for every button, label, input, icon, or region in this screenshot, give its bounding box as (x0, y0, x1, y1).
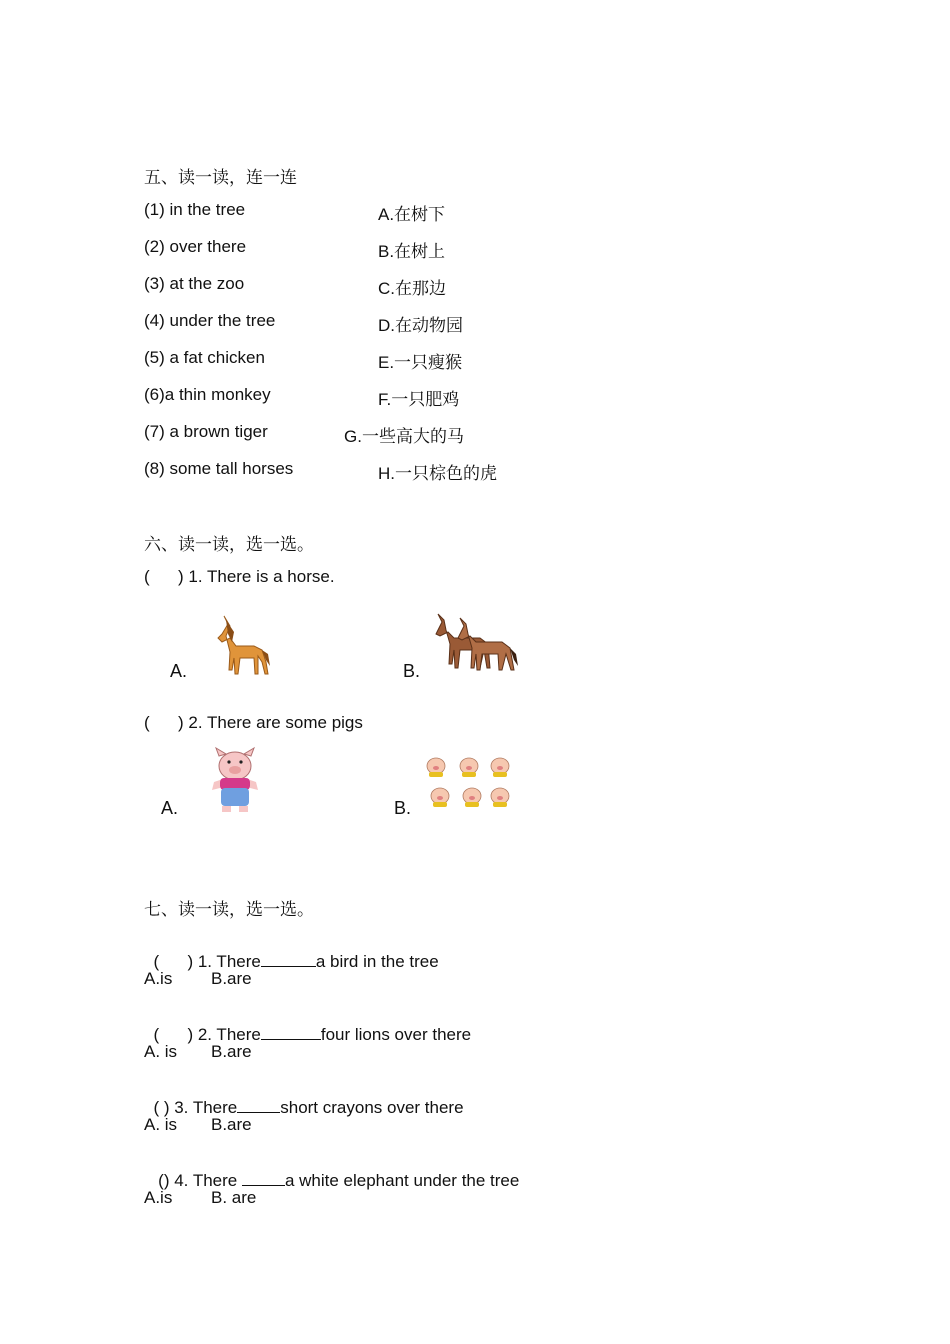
match-left-4: (4) under the tree (144, 311, 276, 330)
match-left-8: (8) some tall horses (144, 459, 294, 478)
horses-image (432, 610, 520, 674)
answer-blank[interactable] (261, 1025, 321, 1040)
question-7-1-end: a bird in the tree (315, 952, 439, 971)
question-7-2-start: ( ) 2. There (153, 1025, 261, 1044)
option-7-2-a: A. is (144, 1042, 178, 1061)
section-7-heading: 七、读一读，选一选。 (144, 900, 314, 920)
question-7-3 (144, 1078, 464, 1118)
match-left-1: (1) in the tree (144, 200, 246, 219)
option-7-3-a: A. is (144, 1115, 178, 1134)
option-7-1-a: A.is (144, 969, 173, 988)
match-right-d: D.在动物园 (378, 316, 463, 335)
match-left-2: (2) over there (144, 237, 247, 256)
match-right-e: E.一只瘦猴 (378, 353, 463, 372)
option-b-label: B. (403, 661, 421, 681)
option-7-4-b: B. are (211, 1188, 257, 1207)
question-7-2-end: four lions over there (320, 1025, 472, 1044)
option-a-label: A. (161, 798, 179, 818)
section-5-heading: 五、读一读，连一连 (144, 168, 297, 188)
match-right-h: H.一只棕色的虎 (378, 464, 497, 483)
match-right-g: G.一些高大的马 (344, 427, 464, 446)
answer-blank[interactable] (237, 1098, 280, 1113)
match-right-f: F.一只肥鸡 (378, 390, 460, 409)
match-right-a: A.在树下 (378, 205, 446, 224)
question-7-1-start: ( ) 1. There (153, 952, 261, 971)
question-7-2 (144, 1005, 471, 1045)
match-left-5: (5) a fat chicken (144, 348, 265, 367)
pigs-image (420, 752, 516, 812)
match-left-3: (3) at the zoo (144, 274, 245, 293)
question-7-4 (144, 1151, 519, 1191)
option-7-1-b: B.are (211, 969, 252, 988)
option-7-3-b: B.are (211, 1115, 252, 1134)
question-7-3-start: ( ) 3. There (153, 1098, 238, 1117)
answer-blank[interactable] (242, 1171, 285, 1186)
match-left-7: (7) a brown tiger (144, 422, 268, 441)
question-7-1 (144, 932, 439, 972)
question-7-4-end: a white elephant under the tree (284, 1171, 520, 1190)
question-7-4-start: () 4. There (153, 1171, 242, 1190)
option-b-label: B. (394, 798, 412, 818)
option-7-4-a: A.is (144, 1188, 173, 1207)
option-7-2-b: B.are (211, 1042, 252, 1061)
option-a-label: A. (170, 661, 188, 681)
pig-image (208, 748, 262, 814)
match-right-c: C.在那边 (378, 279, 446, 298)
answer-blank[interactable] (261, 952, 316, 967)
question-7-3-end: short crayons over there (280, 1098, 464, 1117)
section-6-heading: 六、读一读，选一选。 (144, 535, 314, 555)
question-6-1: ( ) 1. There is a horse. (144, 567, 335, 586)
horse-image (210, 612, 272, 680)
question-6-2: ( ) 2. There are some pigs (144, 713, 363, 732)
match-right-b: B.在树上 (378, 242, 446, 261)
match-left-6: (6)a thin monkey (144, 385, 271, 404)
